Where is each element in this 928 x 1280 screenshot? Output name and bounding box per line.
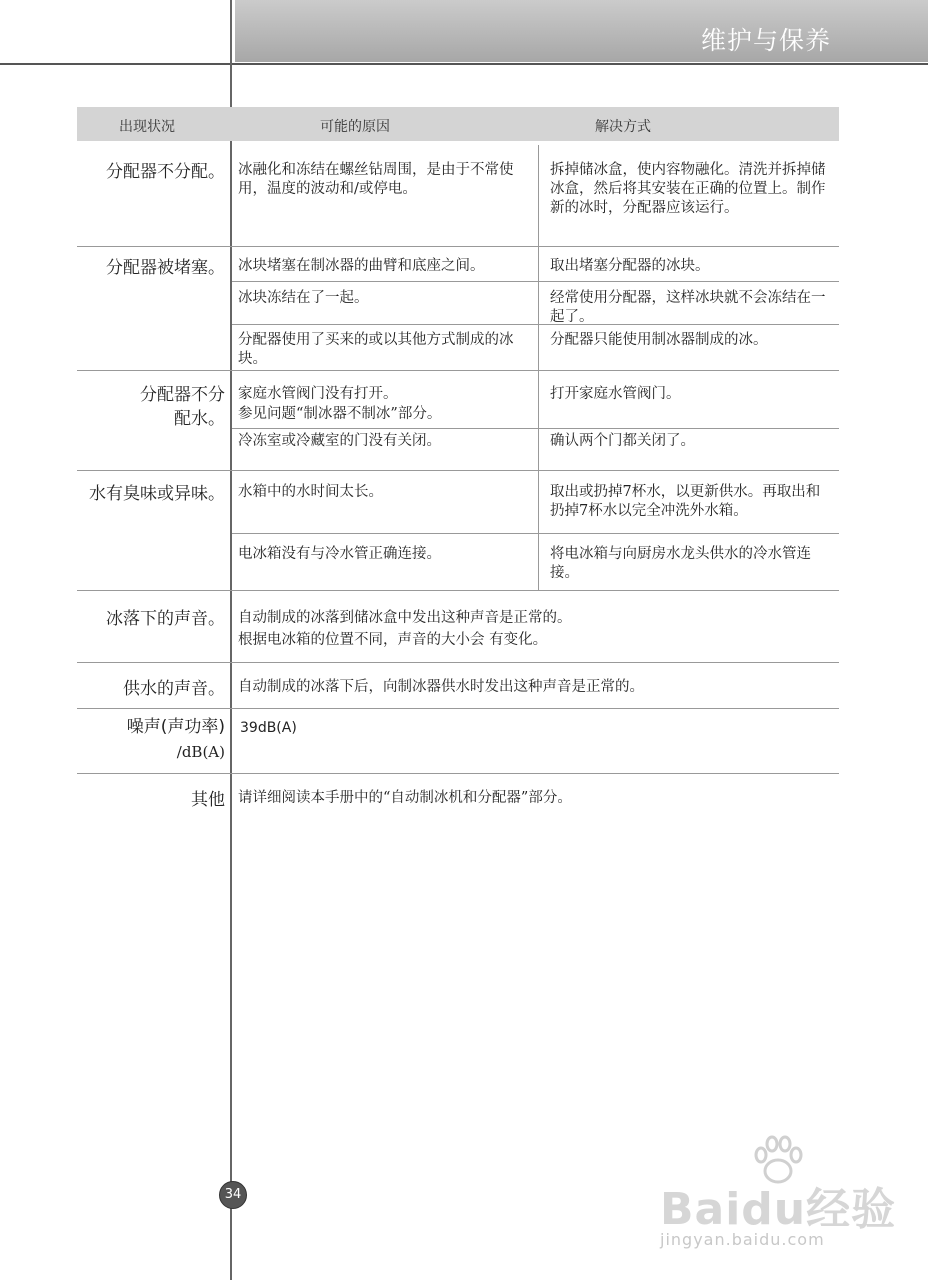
cause-text: 冰块冻结在了一起。 — [238, 290, 369, 306]
column-solution: 解决方式 — [595, 119, 651, 135]
category-label: 其他 — [191, 790, 225, 810]
watermark-brand: Baidu经验 — [660, 1184, 897, 1235]
cause-text: 家庭水管阀门没有打开。 — [238, 386, 398, 402]
solution-text: 经常使用分配器，这样冰块就不会冻结在一起了。 — [550, 290, 826, 325]
noise-value: 39dB(A) — [240, 720, 297, 736]
column-cause: 可能的原因 — [320, 119, 390, 135]
row-divider — [77, 370, 839, 371]
row-divider — [77, 773, 839, 774]
margin-rule — [230, 0, 232, 1280]
category-label: 供水的声音。 — [123, 679, 225, 699]
column-status: 出现状况 — [119, 119, 175, 135]
row-divider — [77, 708, 839, 709]
category-label: 分配器不分 — [140, 385, 225, 405]
row-divider — [77, 470, 839, 471]
solution-text: 将电冰箱与向厨房水龙头供水的冷水管连接。 — [550, 546, 811, 581]
header-divider — [0, 63, 928, 65]
cause-text: 冷冻室或冷藏室的门没有关闭。 — [238, 433, 441, 449]
row-divider — [77, 246, 839, 247]
column-divider — [538, 470, 539, 590]
page-title: 维护与保养 — [700, 26, 831, 55]
cause-text: 参见问题“制冰器不制冰”部分。 — [238, 406, 442, 422]
watermark-url: jingyan.baidu.com — [660, 1230, 825, 1249]
page-number: 34 — [219, 1181, 247, 1209]
solution-text: 确认两个门都关闭了。 — [550, 433, 695, 449]
category-label: 分配器被堵塞。 — [106, 258, 225, 278]
category-label: 配水。 — [174, 409, 225, 429]
solution-text: 拆掉储冰盒，使内容物融化。清洗并拆掉储冰盒，然后将其安装在正确的位置上。制作新的冰时，分配器应该运行。 — [550, 162, 826, 216]
solution-text: 打开家庭水管阀门。 — [550, 386, 681, 402]
column-header — [77, 107, 839, 141]
category-label: 噪声(声功率) — [126, 717, 225, 737]
cause-text: 分配器使用了买来的或以其他方式制成的冰块。 — [238, 332, 514, 367]
category-label: 水有臭味或异味。 — [89, 484, 225, 504]
column-divider — [538, 370, 539, 470]
cause-text: 电冰箱没有与冷水管正确连接。 — [238, 546, 441, 562]
cause-text: 冰融化和冻结在螺丝钻周围，是由于不常使用，温度的波动和/或停电。 — [238, 162, 514, 197]
description-text: 自动制成的冰落到储冰盒中发出这种声音是正常的。 — [238, 610, 572, 626]
solution-text: 取出堵塞分配器的冰块。 — [550, 258, 710, 274]
watermark — [660, 1135, 897, 1255]
cause-text: 冰块堵塞在制冰器的曲臂和底座之间。 — [238, 258, 485, 274]
category-label: 冰落下的声音。 — [106, 609, 225, 629]
cause-text: 水箱中的水时间太长。 — [238, 484, 383, 500]
category-label: 分配器不分配。 — [106, 162, 225, 182]
column-divider — [538, 145, 539, 246]
row-divider — [77, 662, 839, 663]
column-divider — [538, 246, 539, 370]
description-text: 自动制成的冰落下后，向制冰器供水时发出这种声音是正常的。 — [238, 679, 644, 695]
solution-text: 取出或扔掉7杯水，以更新供水。再取出和扔掉7杯水以完全冲洗外水箱。 — [550, 484, 821, 519]
sub-row-divider — [232, 428, 839, 429]
solution-text: 分配器只能使用制冰器制成的冰。 — [550, 332, 768, 348]
description-text: 请详细阅读本手册中的“自动制冰机和分配器”部分。 — [238, 790, 572, 806]
header-band — [235, 0, 928, 62]
row-divider — [77, 590, 839, 591]
sub-row-divider — [232, 281, 839, 282]
description-text: 根据电冰箱的位置不同，声音的大小会 有变化。 — [238, 632, 548, 648]
category-unit: /dB(A) — [176, 743, 225, 761]
sub-row-divider — [232, 533, 839, 534]
